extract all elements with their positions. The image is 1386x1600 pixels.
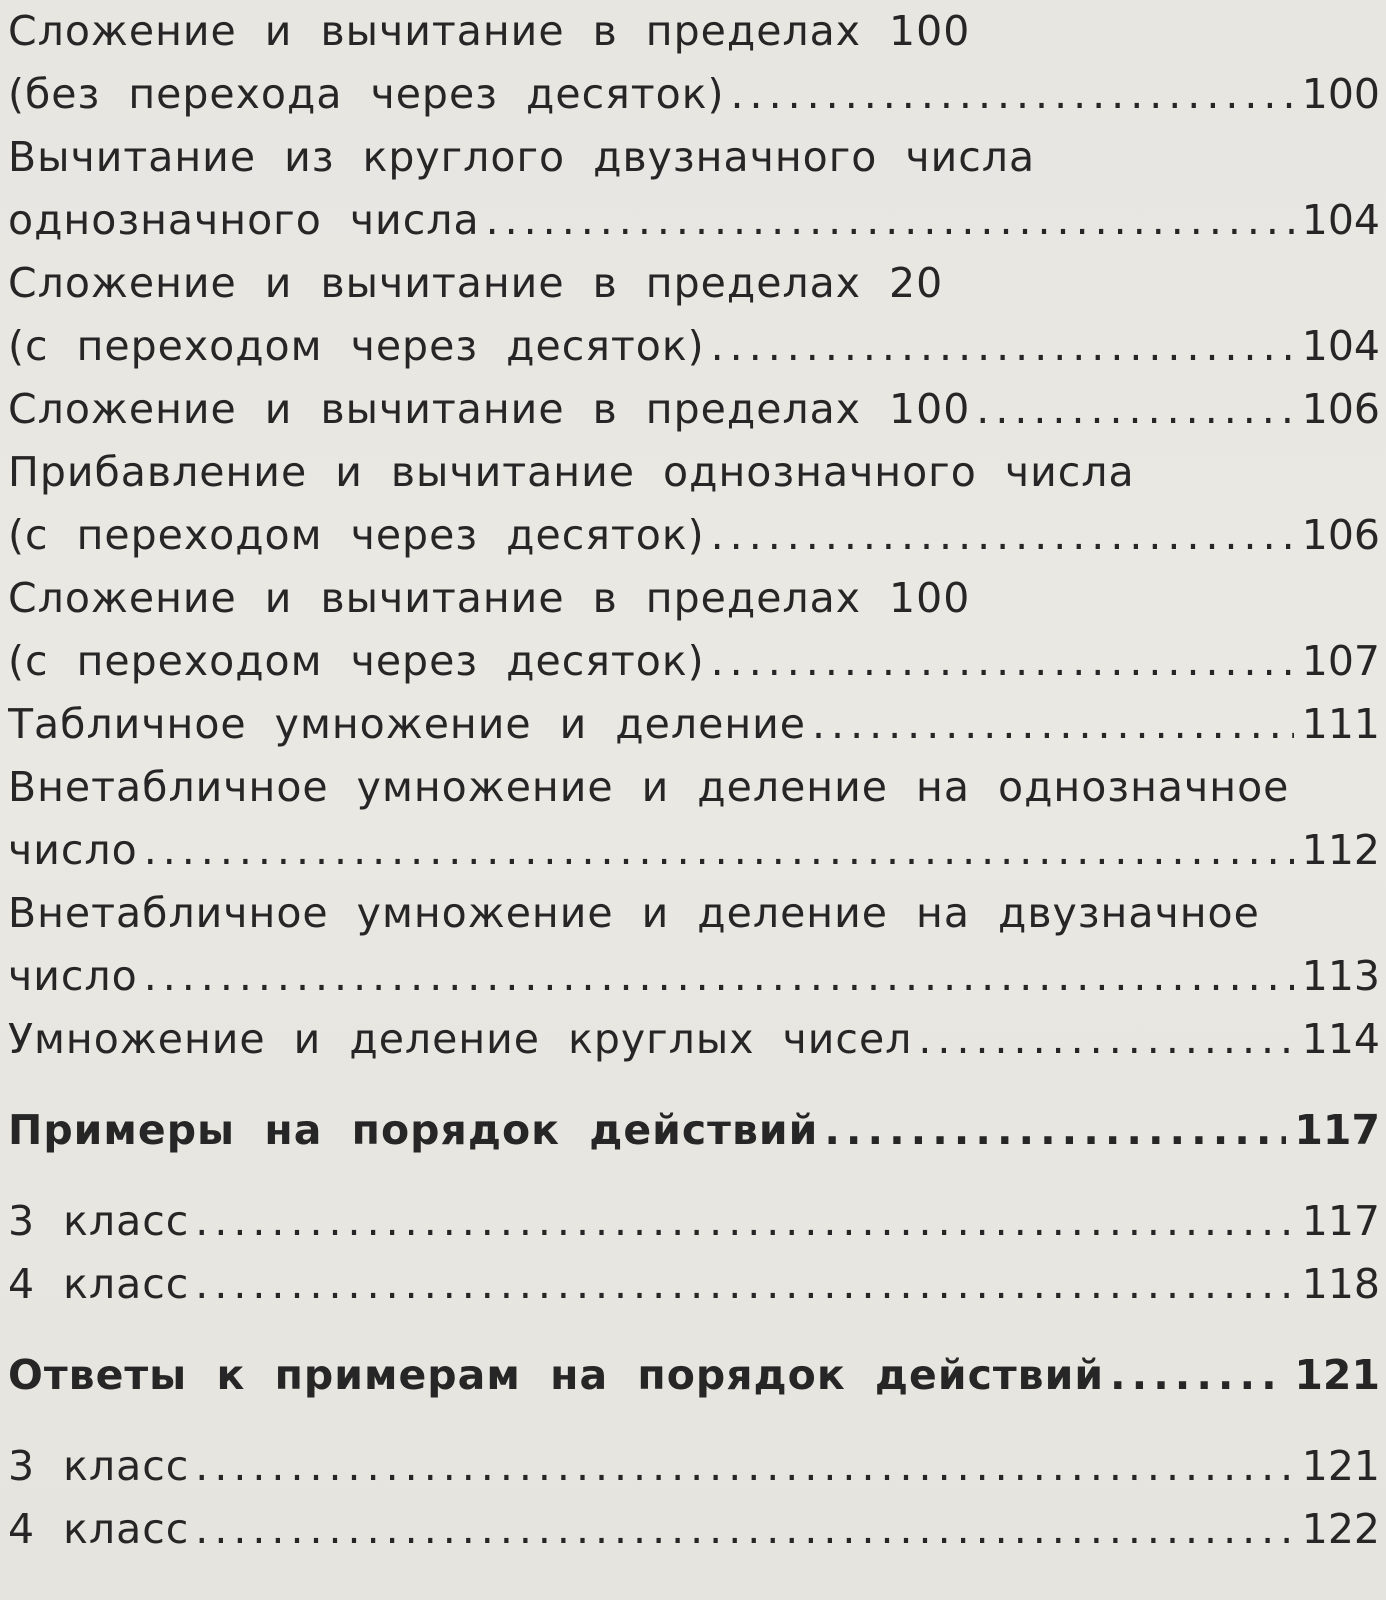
page-number: 104: [1301, 196, 1380, 244]
toc-entry-line[interactable]: [8, 189, 1380, 252]
toc-entry-line: [8, 567, 1380, 630]
dot-leader: [138, 819, 1294, 882]
toc-entry-line[interactable]: [8, 693, 1380, 756]
section-spacer: [8, 1316, 1380, 1344]
dot-leader: [189, 1253, 1293, 1316]
toc-entry-text: Прибавление и вычитание однозначного числа: [8, 448, 1135, 496]
toc-entry-text: 3 класс: [8, 1197, 190, 1245]
section-spacer: [8, 1407, 1380, 1435]
toc-section-heading[interactable]: [8, 1344, 1380, 1407]
page-number: 121: [1301, 1442, 1380, 1490]
toc-entry-text: Вычитание из круглого двузначного числа: [8, 133, 1036, 181]
section-title: Ответы к примерам на порядок действий: [8, 1351, 1105, 1399]
section-spacer: [8, 1071, 1380, 1099]
page-number: 107: [1301, 637, 1380, 685]
toc-entry-line[interactable]: [8, 63, 1380, 126]
dot-leader: [138, 945, 1294, 1008]
dot-leader: [189, 1498, 1293, 1561]
toc-entry-text: (без перехода через десяток): [8, 70, 725, 118]
toc-entry-line[interactable]: [8, 1008, 1380, 1071]
dot-leader: [912, 1008, 1293, 1071]
dot-leader: [806, 693, 1294, 756]
toc-entry-line[interactable]: [8, 1190, 1380, 1253]
toc-entry-text: 4 класс: [8, 1260, 190, 1308]
toc-entry-text: 3 класс: [8, 1442, 190, 1490]
dot-leader: [189, 1190, 1293, 1253]
toc-entry-line[interactable]: [8, 315, 1380, 378]
toc-entry-line: [8, 126, 1380, 189]
page-number: 104: [1301, 322, 1380, 370]
toc-entry-line[interactable]: [8, 1253, 1380, 1316]
dot-leader: [725, 63, 1294, 126]
section-spacer: [8, 1162, 1380, 1190]
page-number: 122: [1301, 1505, 1380, 1553]
toc-entry-line: [8, 882, 1380, 945]
toc-entry-text: Внетабличное умножение и деление на двузначное: [8, 889, 1260, 937]
toc-section-heading[interactable]: [8, 1099, 1380, 1162]
toc-entry-text: 4 класс: [8, 1505, 190, 1553]
dot-leader: [818, 1099, 1286, 1162]
page-number: 113: [1301, 952, 1380, 1000]
toc-entry-text: Табличное умножение и деление: [8, 700, 806, 748]
page-number: 100: [1301, 70, 1380, 118]
toc-entry-line[interactable]: [8, 504, 1380, 567]
toc-entry-text: (с переходом через десяток): [8, 322, 705, 370]
toc-entry-line: [8, 0, 1380, 63]
dot-leader: [189, 1435, 1293, 1498]
toc-entry-line: [8, 252, 1380, 315]
toc-entry-text: Внетабличное умножение и деление на однозначное: [8, 763, 1290, 811]
toc-entry-line[interactable]: [8, 1435, 1380, 1498]
toc-entry-line: [8, 441, 1380, 504]
toc-entry-text: однозначного числа: [8, 196, 480, 244]
toc-entry-text: число: [8, 952, 138, 1000]
page-number: 106: [1301, 385, 1380, 433]
page-number: 117: [1301, 1197, 1380, 1245]
dot-leader: [705, 504, 1294, 567]
toc-entry-text: число: [8, 826, 138, 874]
toc-entry-line[interactable]: [8, 1498, 1380, 1561]
page-number: 114: [1301, 1015, 1380, 1063]
dot-leader: [705, 630, 1294, 693]
toc-entry-text: Сложение и вычитание в пределах 20: [8, 259, 944, 307]
page-number: 112: [1301, 826, 1380, 874]
toc-entry-line[interactable]: [8, 630, 1380, 693]
toc-entry-line[interactable]: [8, 945, 1380, 1008]
page-number: 111: [1301, 700, 1380, 748]
page-number: 106: [1301, 511, 1380, 559]
dot-leader: [705, 315, 1294, 378]
dot-leader: [970, 378, 1293, 441]
page-number: 121: [1294, 1351, 1380, 1399]
toc-entry-line[interactable]: [8, 378, 1380, 441]
toc-entry-line[interactable]: [8, 819, 1380, 882]
toc-entry-text: Сложение и вычитание в пределах 100: [8, 385, 971, 433]
page-number: 117: [1294, 1106, 1380, 1154]
page-number: 118: [1301, 1260, 1380, 1308]
toc-entry-text: Сложение и вычитание в пределах 100: [8, 574, 971, 622]
table-of-contents: [8, 0, 1380, 1561]
toc-entry-text: (с переходом через десяток): [8, 511, 705, 559]
dot-leader: [1104, 1344, 1286, 1407]
dot-leader: [480, 189, 1294, 252]
toc-entry-text: (с переходом через десяток): [8, 637, 705, 685]
section-title: Примеры на порядок действий: [8, 1106, 819, 1154]
toc-entry-text: Умножение и деление круглых чисел: [8, 1015, 913, 1063]
toc-entry-line: [8, 756, 1380, 819]
toc-entry-text: Сложение и вычитание в пределах 100: [8, 7, 971, 55]
